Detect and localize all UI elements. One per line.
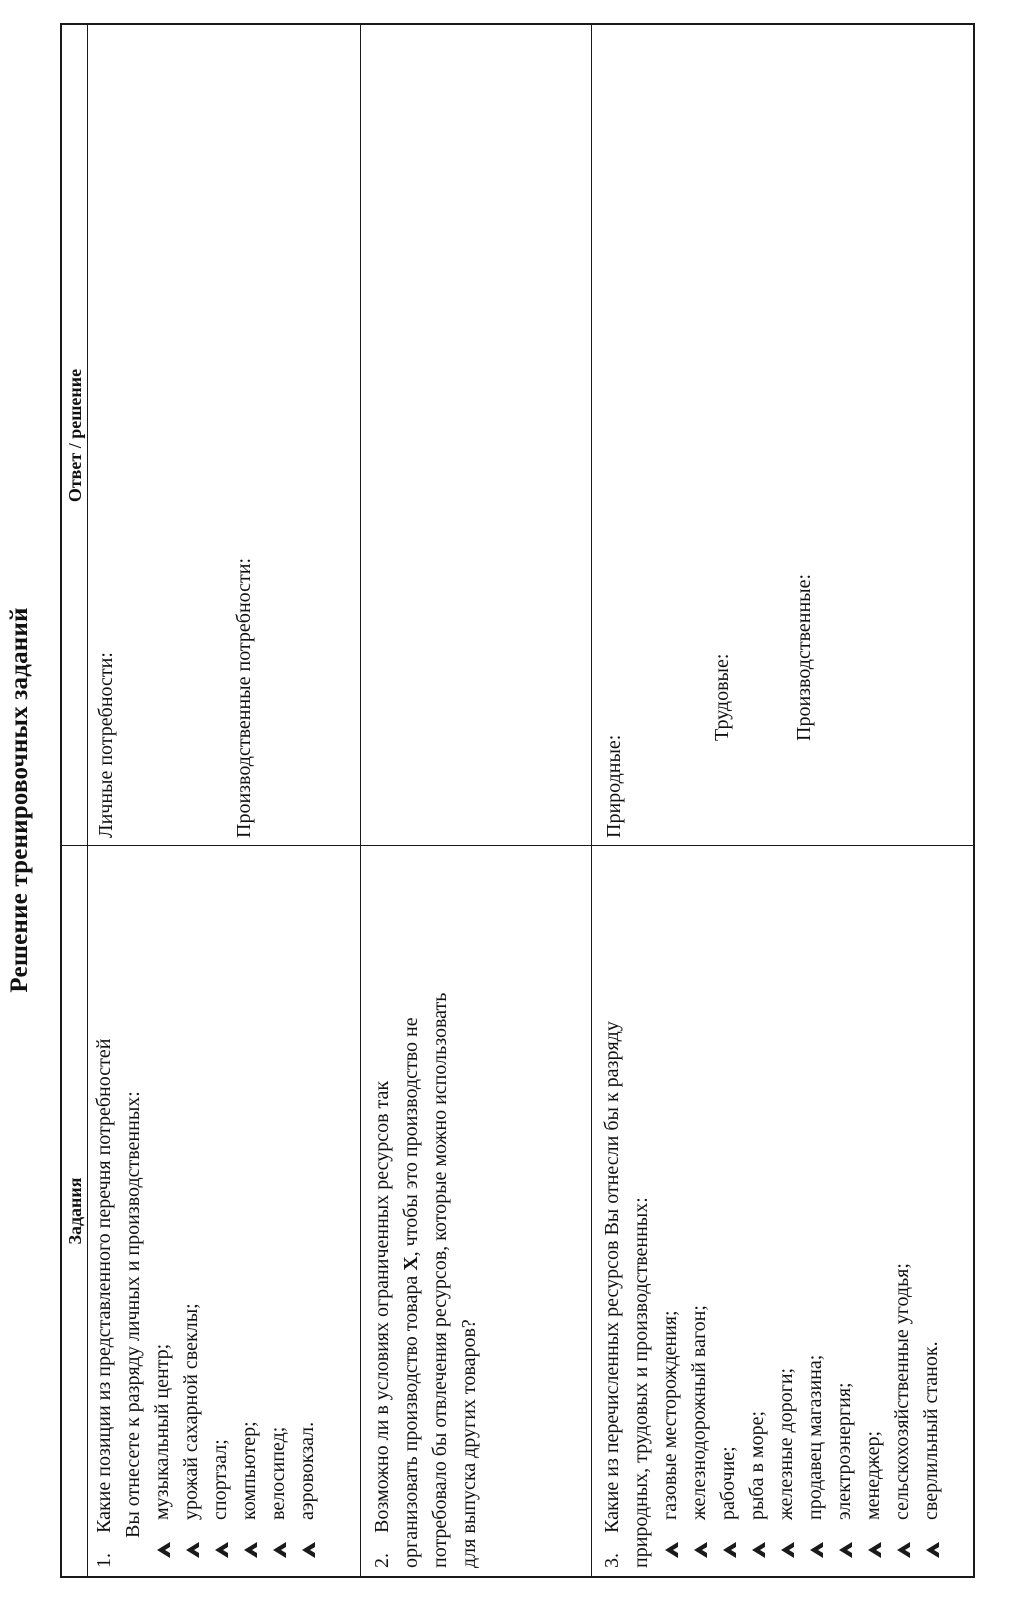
- arrow-bullet-icon: [244, 1542, 257, 1558]
- arrow-bullet-icon: [186, 1542, 199, 1558]
- task-2-question-line-4: для выпуска других товаров?: [458, 1319, 480, 1568]
- row-divider-2: [591, 25, 592, 1576]
- list-item: музыкальный центр;: [148, 850, 177, 1568]
- list-item: железные дороги;: [772, 850, 801, 1568]
- task-3-question-line-1: 3. Какие из перечисленных ресурсов Вы отнесли бы к разряду: [598, 850, 627, 1568]
- list-item: рабочие;: [714, 850, 743, 1568]
- task-3-answer-labor: Трудовые:: [711, 653, 733, 741]
- list-item: компьютер;: [235, 850, 264, 1568]
- task-3-answer-natural: Природные:: [603, 734, 625, 838]
- task-1-item-list: [148, 850, 322, 1568]
- list-item: электроэнергия;: [830, 850, 859, 1568]
- tasks-table: [60, 23, 975, 1578]
- column-divider: [62, 845, 973, 846]
- task-1-answer-personal: Личные потребности:: [95, 652, 117, 838]
- header-tasks: Задания: [65, 1177, 85, 1245]
- arrow-bullet-icon: [926, 1542, 939, 1558]
- task-1-question: [90, 850, 119, 1568]
- arrow-bullet-icon: [665, 1542, 678, 1558]
- task-1-answer-production: Производственные потребности:: [233, 557, 255, 838]
- arrow-bullet-icon: [215, 1542, 228, 1558]
- list-item: сельскохозяйственные угодья;: [888, 850, 917, 1568]
- task-2-number: 2.: [371, 1553, 393, 1568]
- row-divider-1: [360, 25, 361, 1576]
- task-2-question-line-3: потребовало бы отвлечения ресурсов, которые можно использовать: [429, 992, 451, 1568]
- arrow-bullet-icon: [752, 1542, 765, 1558]
- list-item: продавец магазина;: [801, 850, 830, 1568]
- list-item: сверлильный станок.: [917, 850, 946, 1568]
- task-2-question-line-2: организовать производство товара X, чтобы это производство не: [400, 1017, 422, 1568]
- task-1-number: 1.: [93, 1553, 115, 1568]
- arrow-bullet-icon: [868, 1542, 881, 1558]
- arrow-bullet-icon: [157, 1542, 170, 1558]
- task-3-cell: [598, 850, 946, 1568]
- task-3-number: 3.: [601, 1553, 623, 1568]
- task-1-question-line-1: Какие позиции из представленного перечня потребностей: [93, 1038, 115, 1533]
- list-item: железнодорожный вагон;: [685, 850, 714, 1568]
- arrow-bullet-icon: [273, 1542, 286, 1558]
- list-item: урожай сахарной свеклы;: [177, 850, 206, 1568]
- task-1-question-line-2: Вы отнесете к разряду личных и производственных:: [122, 1091, 144, 1538]
- arrow-bullet-icon: [781, 1542, 794, 1558]
- page-title: Решение тренировочных заданий: [6, 607, 33, 993]
- task-2-cell: [368, 850, 484, 1568]
- arrow-bullet-icon: [810, 1542, 823, 1558]
- list-item: велосипед;: [264, 850, 293, 1568]
- arrow-bullet-icon: [839, 1542, 852, 1558]
- arrow-bullet-icon: [302, 1542, 315, 1558]
- list-item: аэровокзал.: [293, 850, 322, 1568]
- task-3-item-list: [656, 850, 946, 1568]
- header-answer: Ответ / решение: [65, 368, 85, 503]
- task-3-question-line-2: природных, трудовых и производственных:: [630, 1197, 652, 1568]
- task-1-cell: [90, 850, 322, 1568]
- task-2-question-line-1: 2. Возможно ли в условиях ограниченных ресурсов так: [368, 850, 397, 1568]
- arrow-bullet-icon: [694, 1542, 707, 1558]
- list-item: рыба в море;: [743, 850, 772, 1568]
- task-3-answer-production: Производственные:: [793, 573, 815, 741]
- list-item: менеджер;: [859, 850, 888, 1568]
- list-item: спортзал;: [206, 850, 235, 1568]
- arrow-bullet-icon: [897, 1542, 910, 1558]
- arrow-bullet-icon: [723, 1542, 736, 1558]
- list-item: газовые месторождения;: [656, 850, 685, 1568]
- table-header-row: [62, 25, 88, 1576]
